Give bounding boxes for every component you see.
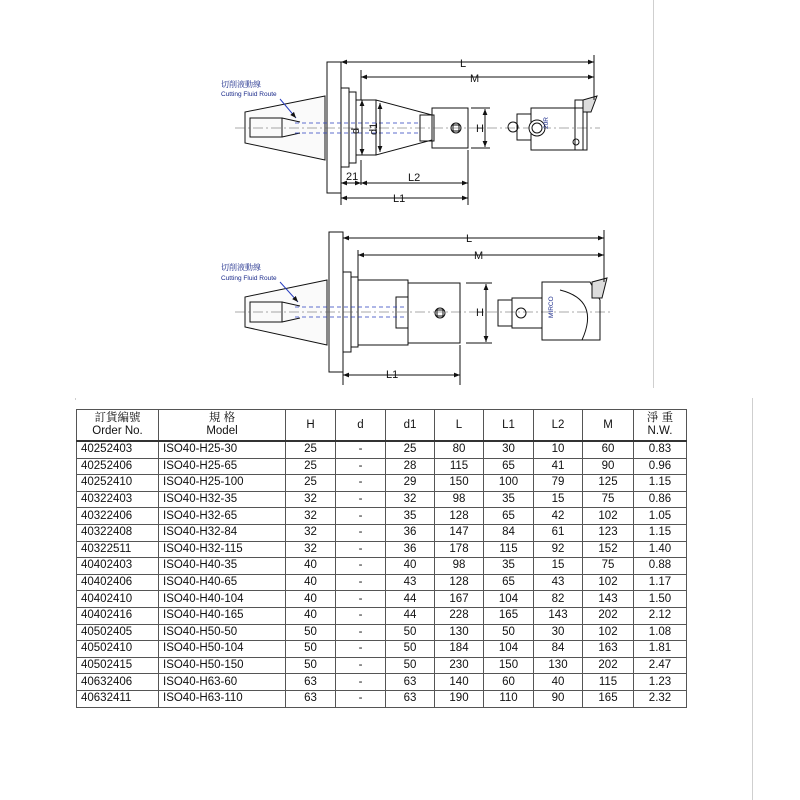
- table-cell: 41: [534, 458, 583, 475]
- table-cell: 128: [435, 574, 484, 591]
- dim-H-top: H: [476, 123, 484, 135]
- table-cell: 130: [534, 657, 583, 674]
- table-cell: 0.83: [634, 441, 687, 458]
- engraving-top: 20R: [543, 117, 550, 129]
- note-zh-top: 切削液動線: [221, 80, 261, 89]
- column-header-en: N.W.: [647, 425, 673, 437]
- table-cell: 115: [583, 674, 634, 691]
- table-row: [77, 524, 687, 541]
- table-cell: 40402416: [77, 607, 159, 624]
- table-cell: 184: [435, 641, 484, 658]
- table-cell: 2.47: [634, 657, 687, 674]
- table-cell: 104: [484, 591, 534, 608]
- table-cell: 32: [386, 491, 435, 508]
- table-cell: 84: [534, 641, 583, 658]
- table-cell: 1.05: [634, 508, 687, 525]
- table-cell: ISO40-H40-65: [159, 574, 286, 591]
- table-cell: 15: [534, 491, 583, 508]
- table-cell: 1.23: [634, 674, 687, 691]
- table-cell: 50: [286, 641, 336, 658]
- column-header: [336, 410, 386, 442]
- table-row: [77, 558, 687, 575]
- table-cell: 36: [386, 541, 435, 558]
- table-cell: 102: [583, 624, 634, 641]
- table-cell: 29: [386, 475, 435, 492]
- table-cell: -: [336, 607, 386, 624]
- table-body: [77, 441, 687, 707]
- table-cell: 50: [286, 624, 336, 641]
- column-header-en: Order No.: [92, 425, 143, 437]
- table-cell: 44: [386, 591, 435, 608]
- table-cell: 40: [534, 674, 583, 691]
- table-cell: 130: [435, 624, 484, 641]
- table-cell: 40322511: [77, 541, 159, 558]
- column-header-en: L1: [502, 418, 515, 431]
- dim-L-bottom: L: [466, 233, 473, 245]
- column-header: [159, 410, 286, 442]
- table-cell: 102: [583, 508, 634, 525]
- dim-d-top: d: [350, 127, 362, 134]
- table-cell: 140: [435, 674, 484, 691]
- table-cell: 1.17: [634, 574, 687, 591]
- table-cell: ISO40-H25-65: [159, 458, 286, 475]
- table-cell: -: [336, 524, 386, 541]
- table-row: [77, 475, 687, 492]
- table-cell: 63: [286, 690, 336, 707]
- table-cell: 1.08: [634, 624, 687, 641]
- table-row: [77, 641, 687, 658]
- table-cell: 0.86: [634, 491, 687, 508]
- table-cell: ISO40-H32-84: [159, 524, 286, 541]
- table-cell: 128: [435, 508, 484, 525]
- table-cell: 61: [534, 524, 583, 541]
- table-cell: ISO40-H50-150: [159, 657, 286, 674]
- column-header: [386, 410, 435, 442]
- table-cell: ISO40-H32-65: [159, 508, 286, 525]
- table-cell: ISO40-H32-115: [159, 541, 286, 558]
- column-header-zh: 規 格: [208, 412, 236, 424]
- table-cell: 202: [583, 607, 634, 624]
- table-cell: 40402410: [77, 591, 159, 608]
- table-cell: 35: [484, 491, 534, 508]
- table-cell: 30: [534, 624, 583, 641]
- table-row: [77, 624, 687, 641]
- column-header: [286, 410, 336, 442]
- table-row: [77, 674, 687, 691]
- table-cell: 40: [286, 558, 336, 575]
- table-cell: 60: [583, 441, 634, 458]
- table-cell: 40632411: [77, 690, 159, 707]
- table-cell: 40322403: [77, 491, 159, 508]
- table-cell: ISO40-H50-104: [159, 641, 286, 658]
- column-header-zh: 訂貨編號: [94, 412, 141, 424]
- table-cell: 65: [484, 574, 534, 591]
- table-cell: 40: [286, 574, 336, 591]
- table-cell: 167: [435, 591, 484, 608]
- table-cell: 190: [435, 690, 484, 707]
- table-cell: 25: [386, 441, 435, 458]
- table-cell: 100: [484, 475, 534, 492]
- column-header: [534, 410, 583, 442]
- table-cell: 123: [583, 524, 634, 541]
- table-cell: 35: [484, 558, 534, 575]
- table-cell: 65: [484, 458, 534, 475]
- table-row: [77, 491, 687, 508]
- column-header: [583, 410, 634, 442]
- note-zh-bottom: 切削液動線: [221, 263, 261, 272]
- table-row: [77, 607, 687, 624]
- note-en-top: Cutting Fluid Route: [221, 91, 277, 98]
- table-cell: 40402403: [77, 558, 159, 575]
- column-header-zh: 淨 重: [646, 412, 674, 424]
- table-cell: 147: [435, 524, 484, 541]
- table-cell: 32: [286, 524, 336, 541]
- table-cell: 36: [386, 524, 435, 541]
- table-cell: 110: [484, 690, 534, 707]
- table-cell: ISO40-H40-35: [159, 558, 286, 575]
- table-cell: 32: [286, 541, 336, 558]
- table-cell: 65: [484, 508, 534, 525]
- dim-L-top: L: [460, 58, 467, 70]
- table-cell: 90: [583, 458, 634, 475]
- column-header: [484, 410, 534, 442]
- table-cell: -: [336, 558, 386, 575]
- table-cell: 98: [435, 558, 484, 575]
- table-cell: ISO40-H40-165: [159, 607, 286, 624]
- table-row: [77, 458, 687, 475]
- table-cell: 28: [386, 458, 435, 475]
- table-cell: -: [336, 508, 386, 525]
- table-cell: 40502410: [77, 641, 159, 658]
- table-cell: 152: [583, 541, 634, 558]
- table-cell: 115: [435, 458, 484, 475]
- column-header-en: d1: [403, 418, 417, 431]
- frame-line-bottom-right: [752, 398, 753, 800]
- table-cell: 230: [435, 657, 484, 674]
- table-cell: ISO40-H25-30: [159, 441, 286, 458]
- table-cell: 40502415: [77, 657, 159, 674]
- table-cell: 2.32: [634, 690, 687, 707]
- table-cell: 50: [286, 657, 336, 674]
- table-cell: 44: [386, 607, 435, 624]
- dim-L2-top: L2: [408, 172, 421, 184]
- table-cell: -: [336, 641, 386, 658]
- table-cell: 40252406: [77, 458, 159, 475]
- table-cell: 32: [286, 491, 336, 508]
- table-cell: 1.40: [634, 541, 687, 558]
- table-cell: 40252403: [77, 441, 159, 458]
- column-header-en: Model: [206, 425, 238, 437]
- table-cell: 0.96: [634, 458, 687, 475]
- table-cell: 1.50: [634, 591, 687, 608]
- table-cell: 25: [286, 441, 336, 458]
- table-cell: 143: [534, 607, 583, 624]
- table-cell: 63: [386, 674, 435, 691]
- column-header: [77, 410, 159, 442]
- table-cell: 1.15: [634, 524, 687, 541]
- table-cell: -: [336, 674, 386, 691]
- table-cell: 40: [386, 558, 435, 575]
- column-header-en: H: [306, 418, 315, 431]
- table-row: [77, 441, 687, 458]
- table-cell: 0.88: [634, 558, 687, 575]
- table-cell: -: [336, 491, 386, 508]
- table-cell: 1.15: [634, 475, 687, 492]
- table-cell: 165: [583, 690, 634, 707]
- table-cell: 42: [534, 508, 583, 525]
- column-header: [435, 410, 484, 442]
- table-cell: 82: [534, 591, 583, 608]
- table-cell: 40252410: [77, 475, 159, 492]
- table-cell: -: [336, 475, 386, 492]
- table-cell: ISO40-H25-100: [159, 475, 286, 492]
- table-cell: 50: [484, 624, 534, 641]
- table-cell: 178: [435, 541, 484, 558]
- table-cell: 165: [484, 607, 534, 624]
- table-cell: 40322406: [77, 508, 159, 525]
- table-cell: 143: [583, 591, 634, 608]
- dim-d1-top: d1: [368, 122, 380, 135]
- table-header-row: [77, 410, 687, 442]
- table-cell: 2.12: [634, 607, 687, 624]
- dim-L1-bottom: L1: [386, 369, 399, 381]
- table-cell: ISO40-H50-50: [159, 624, 286, 641]
- table-cell: 150: [484, 657, 534, 674]
- table-cell: 75: [583, 558, 634, 575]
- table-cell: -: [336, 574, 386, 591]
- table-cell: 92: [534, 541, 583, 558]
- table-cell: 43: [534, 574, 583, 591]
- table-row: [77, 657, 687, 674]
- table-row: [77, 541, 687, 558]
- table-cell: 40632406: [77, 674, 159, 691]
- table-cell: 40502405: [77, 624, 159, 641]
- table-cell: 25: [286, 458, 336, 475]
- table-cell: 60: [484, 674, 534, 691]
- table-cell: 104: [484, 641, 534, 658]
- table-row: [77, 690, 687, 707]
- holder-drawings-svg: [200, 30, 640, 385]
- table-cell: -: [336, 591, 386, 608]
- table-row: [77, 574, 687, 591]
- table-cell: ISO40-H63-60: [159, 674, 286, 691]
- frame-line-top-right: [653, 0, 654, 388]
- dim-L1-top: L1: [393, 193, 406, 205]
- table-cell: -: [336, 657, 386, 674]
- spec-table: [76, 409, 687, 708]
- table-row: [77, 591, 687, 608]
- table-cell: 228: [435, 607, 484, 624]
- table-cell: 10: [534, 441, 583, 458]
- dim-21-top: 21: [346, 171, 359, 183]
- technical-drawings: [200, 30, 640, 385]
- dim-M-top: M: [470, 73, 480, 85]
- table-cell: 43: [386, 574, 435, 591]
- note-en-bottom: Cutting Fluid Route: [221, 275, 277, 282]
- table-cell: 79: [534, 475, 583, 492]
- table-cell: 50: [386, 657, 435, 674]
- table-cell: 63: [286, 674, 336, 691]
- frame-line-left: [75, 398, 76, 400]
- table-cell: -: [336, 690, 386, 707]
- table-cell: 63: [386, 690, 435, 707]
- table-cell: 40: [286, 591, 336, 608]
- dim-M-bottom: M: [474, 250, 484, 262]
- table-cell: 84: [484, 524, 534, 541]
- table-cell: 115: [484, 541, 534, 558]
- table-cell: 163: [583, 641, 634, 658]
- column-header-en: M: [603, 418, 613, 431]
- table-cell: 15: [534, 558, 583, 575]
- table-cell: 202: [583, 657, 634, 674]
- table-row: [77, 508, 687, 525]
- table-cell: 125: [583, 475, 634, 492]
- table-cell: 35: [386, 508, 435, 525]
- dim-H-bottom: H: [476, 307, 484, 319]
- engraving-bottom: MIRCO: [548, 296, 555, 318]
- table-cell: 75: [583, 491, 634, 508]
- table-cell: 90: [534, 690, 583, 707]
- table-cell: -: [336, 541, 386, 558]
- table-cell: 80: [435, 441, 484, 458]
- table-cell: 40402406: [77, 574, 159, 591]
- column-header-en: L2: [551, 418, 565, 431]
- table-cell: 40322408: [77, 524, 159, 541]
- table-cell: 1.81: [634, 641, 687, 658]
- table-cell: 50: [386, 641, 435, 658]
- table-cell: -: [336, 441, 386, 458]
- table-cell: 98: [435, 491, 484, 508]
- column-header-en: d: [357, 418, 364, 431]
- table-cell: ISO40-H63-110: [159, 690, 286, 707]
- table-cell: 32: [286, 508, 336, 525]
- table-cell: 102: [583, 574, 634, 591]
- table-cell: 40: [286, 607, 336, 624]
- table-cell: 50: [386, 624, 435, 641]
- table-cell: -: [336, 624, 386, 641]
- table-cell: ISO40-H40-104: [159, 591, 286, 608]
- table-cell: 25: [286, 475, 336, 492]
- table-cell: -: [336, 458, 386, 475]
- table-cell: 30: [484, 441, 534, 458]
- table-cell: 150: [435, 475, 484, 492]
- column-header: [634, 410, 687, 442]
- table-cell: ISO40-H32-35: [159, 491, 286, 508]
- column-header-en: L: [455, 418, 463, 431]
